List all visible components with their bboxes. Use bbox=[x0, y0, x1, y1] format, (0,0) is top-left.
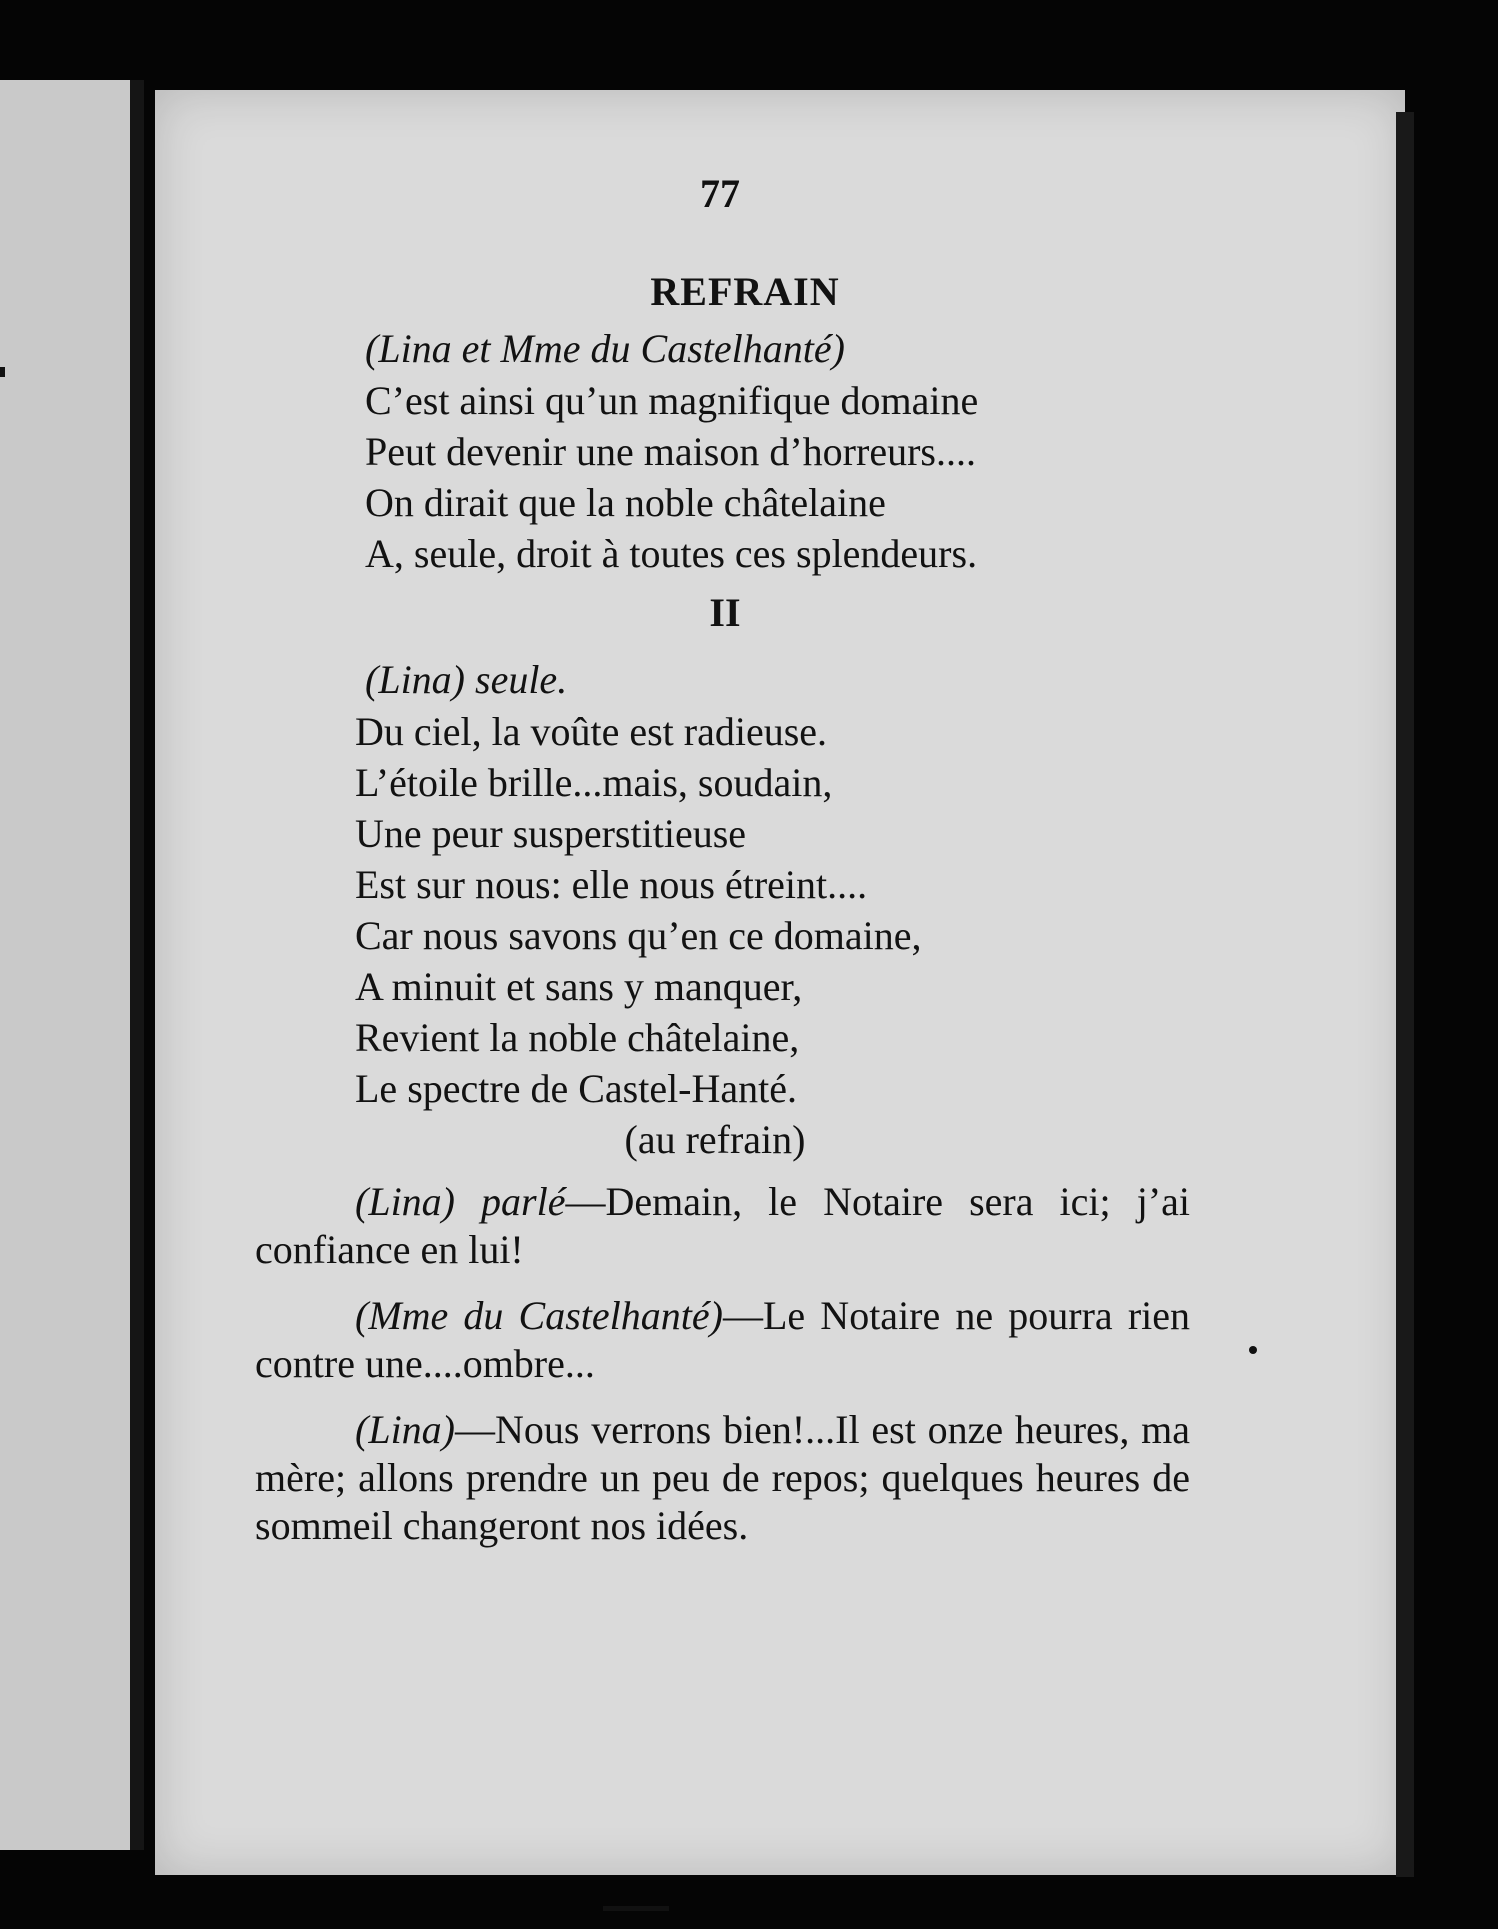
stanza-line: Une peur susperstitieuse bbox=[355, 811, 747, 856]
speaker: (Lina) bbox=[355, 1407, 455, 1452]
stanza-line: L’étoile brille...mais, soudain, bbox=[355, 760, 833, 805]
scan-mark bbox=[1249, 1346, 1257, 1354]
page-number: 77 bbox=[700, 171, 740, 216]
dialogue-paragraph bbox=[255, 1406, 1190, 1550]
right-page-edge bbox=[1396, 112, 1414, 1877]
stanza-line: Du ciel, la voûte est radieuse. bbox=[355, 709, 828, 754]
scan-mark bbox=[603, 1906, 669, 1911]
dialogue-paragraph bbox=[255, 1178, 1190, 1274]
refrain-cue: (au refrain) bbox=[624, 1117, 806, 1162]
stanza-line: Le spectre de Castel-Hanté. bbox=[355, 1066, 798, 1111]
page-content bbox=[255, 260, 1190, 1568]
stanza-number: II bbox=[709, 590, 741, 635]
stanza-stage-direction: (Lina) seule. bbox=[365, 657, 568, 702]
left-page-edge bbox=[0, 80, 144, 1850]
refrain-line: Peut devenir une maison d’horreurs.... bbox=[365, 429, 976, 474]
scan-mark bbox=[0, 367, 5, 377]
stanza-line: Est sur nous: elle nous étreint.... bbox=[355, 862, 868, 907]
dialogue-text: —Nous verrons bien!...Il est onze heures, ma mère; allons prendre un peu de repos; quelques heures de sommeil changeront nos idées. bbox=[255, 1407, 1190, 1548]
speaker: (Mme du Castelhanté) bbox=[355, 1293, 723, 1338]
dialogue-paragraph bbox=[255, 1292, 1190, 1388]
stanza-line: A minuit et sans y manquer, bbox=[355, 964, 803, 1009]
refrain-line: On dirait que la noble châtelaine bbox=[365, 480, 886, 525]
speaker: (Lina) parlé bbox=[355, 1179, 566, 1224]
refrain-line: A, seule, droit à toutes ces splendeurs. bbox=[365, 531, 978, 576]
dialogue-text: —Le Notaire ne pourra rien contre une....ombre... bbox=[255, 1293, 1191, 1386]
dialogue-text: —Demain, le Notaire sera ici; j’ai confiance en lui! bbox=[255, 1179, 1191, 1272]
stanza-line: Car nous savons qu’en ce domaine, bbox=[355, 913, 922, 958]
refrain-title: REFRAIN bbox=[650, 269, 840, 314]
refrain-stage-direction: (Lina et Mme du Castelhanté) bbox=[365, 326, 845, 371]
refrain-line: C’est ainsi qu’un magnifique domaine bbox=[365, 378, 979, 423]
stanza-line: Revient la noble châtelaine, bbox=[355, 1015, 800, 1060]
